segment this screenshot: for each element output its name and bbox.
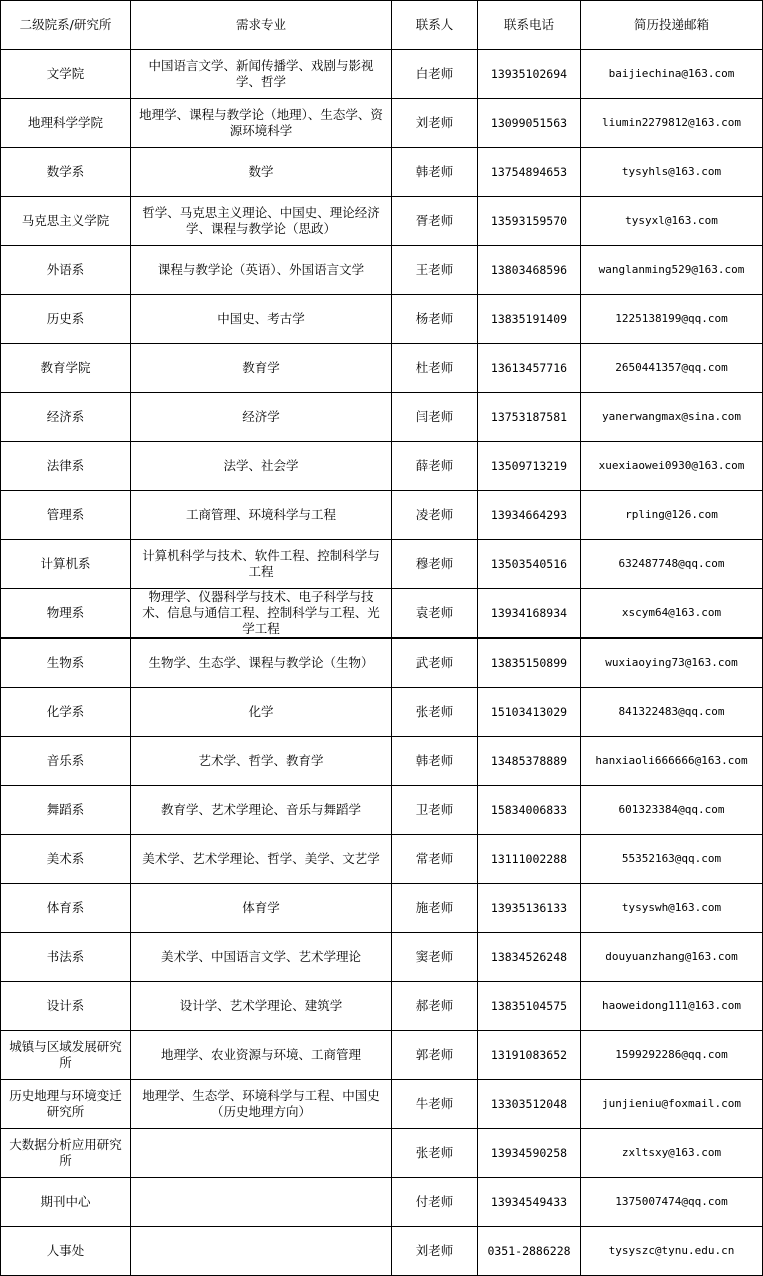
contact-cell: 韩老师 bbox=[392, 737, 478, 786]
phone-cell: 13935102694 bbox=[478, 50, 581, 99]
email-cell: 1375007474@qq.com bbox=[581, 1178, 763, 1227]
major-cell: 哲学、马克思主义理论、中国史、理论经济学、课程与教学论（思政） bbox=[131, 197, 392, 246]
contact-cell: 郭老师 bbox=[392, 1031, 478, 1080]
department-cell: 生物系 bbox=[1, 638, 131, 688]
major-cell: 课程与教学论（英语）、外国语言文学 bbox=[131, 246, 392, 295]
major-cell: 工商管理、环境科学与工程 bbox=[131, 491, 392, 540]
department-cell: 历史地理与环境变迁研究所 bbox=[1, 1080, 131, 1129]
contact-cell: 卫老师 bbox=[392, 786, 478, 835]
major-cell: 法学、社会学 bbox=[131, 442, 392, 491]
contact-cell: 韩老师 bbox=[392, 148, 478, 197]
department-cell: 人事处 bbox=[1, 1227, 131, 1276]
email-cell: douyuanzhang@163.com bbox=[581, 933, 763, 982]
department-cell: 物理系 bbox=[1, 589, 131, 639]
email-cell: tysyswh@163.com bbox=[581, 884, 763, 933]
email-cell: zxltsxy@163.com bbox=[581, 1129, 763, 1178]
contact-cell: 胥老师 bbox=[392, 197, 478, 246]
contact-cell: 白老师 bbox=[392, 50, 478, 99]
department-cell: 法律系 bbox=[1, 442, 131, 491]
table-row bbox=[1, 491, 763, 540]
table-row bbox=[1, 1031, 763, 1080]
table-row bbox=[1, 933, 763, 982]
contact-cell: 杜老师 bbox=[392, 344, 478, 393]
department-cell: 大数据分析应用研究所 bbox=[1, 1129, 131, 1178]
phone-cell: 13934664293 bbox=[478, 491, 581, 540]
department-cell: 经济系 bbox=[1, 393, 131, 442]
department-cell: 历史系 bbox=[1, 295, 131, 344]
table-row bbox=[1, 1080, 763, 1129]
phone-cell: 13485378889 bbox=[478, 737, 581, 786]
major-cell bbox=[131, 1129, 392, 1178]
department-cell: 设计系 bbox=[1, 982, 131, 1031]
phone-cell: 13803468596 bbox=[478, 246, 581, 295]
phone-cell: 13934549433 bbox=[478, 1178, 581, 1227]
header-email: 简历投递邮箱 bbox=[581, 1, 763, 50]
department-cell: 期刊中心 bbox=[1, 1178, 131, 1227]
email-cell: 55352163@qq.com bbox=[581, 835, 763, 884]
contact-cell: 穆老师 bbox=[392, 540, 478, 589]
phone-cell: 13834526248 bbox=[478, 933, 581, 982]
major-cell: 美术学、中国语言文学、艺术学理论 bbox=[131, 933, 392, 982]
phone-cell: 13835191409 bbox=[478, 295, 581, 344]
contact-cell: 常老师 bbox=[392, 835, 478, 884]
department-cell: 计算机系 bbox=[1, 540, 131, 589]
phone-cell: 13509713219 bbox=[478, 442, 581, 491]
email-cell: junjieniu@foxmail.com bbox=[581, 1080, 763, 1129]
email-cell: tysyszc@tynu.edu.cn bbox=[581, 1227, 763, 1276]
department-cell: 体育系 bbox=[1, 884, 131, 933]
table-row bbox=[1, 197, 763, 246]
table-row bbox=[1, 884, 763, 933]
major-cell: 教育学、艺术学理论、音乐与舞蹈学 bbox=[131, 786, 392, 835]
department-cell: 管理系 bbox=[1, 491, 131, 540]
email-cell: 601323384@qq.com bbox=[581, 786, 763, 835]
table-row bbox=[1, 737, 763, 786]
table-row bbox=[1, 393, 763, 442]
phone-cell: 13835150899 bbox=[478, 638, 581, 688]
table-row bbox=[1, 442, 763, 491]
phone-cell: 13303512048 bbox=[478, 1080, 581, 1129]
phone-cell: 13111002288 bbox=[478, 835, 581, 884]
table-row bbox=[1, 835, 763, 884]
department-cell: 数学系 bbox=[1, 148, 131, 197]
phone-cell: 13754894653 bbox=[478, 148, 581, 197]
email-cell: 1225138199@qq.com bbox=[581, 295, 763, 344]
major-cell: 计算机科学与技术、软件工程、控制科学与工程 bbox=[131, 540, 392, 589]
table-row bbox=[1, 344, 763, 393]
phone-cell: 15103413029 bbox=[478, 688, 581, 737]
table-row bbox=[1, 1129, 763, 1178]
department-cell: 地理科学学院 bbox=[1, 99, 131, 148]
major-cell: 物理学、仪器科学与技术、电子科学与技术、信息与通信工程、控制科学与工程、光学工程 bbox=[131, 589, 392, 639]
major-cell bbox=[131, 1178, 392, 1227]
department-cell: 化学系 bbox=[1, 688, 131, 737]
contact-cell: 施老师 bbox=[392, 884, 478, 933]
header-major: 需求专业 bbox=[131, 1, 392, 50]
table-row bbox=[1, 50, 763, 99]
major-cell bbox=[131, 1227, 392, 1276]
department-cell: 外语系 bbox=[1, 246, 131, 295]
major-cell: 体育学 bbox=[131, 884, 392, 933]
table-header-row bbox=[1, 1, 763, 50]
department-cell: 教育学院 bbox=[1, 344, 131, 393]
major-cell: 生物学、生态学、课程与教学论（生物） bbox=[131, 638, 392, 688]
email-cell: tysyhls@163.com bbox=[581, 148, 763, 197]
email-cell: yanerwangmax@sina.com bbox=[581, 393, 763, 442]
email-cell: 841322483@qq.com bbox=[581, 688, 763, 737]
table-row bbox=[1, 1178, 763, 1227]
table-row bbox=[1, 589, 763, 639]
email-cell: tysyxl@163.com bbox=[581, 197, 763, 246]
contact-cell: 薛老师 bbox=[392, 442, 478, 491]
contact-cell: 王老师 bbox=[392, 246, 478, 295]
table-row bbox=[1, 638, 763, 688]
table-body bbox=[1, 50, 763, 1276]
phone-cell: 13753187581 bbox=[478, 393, 581, 442]
phone-cell: 13935136133 bbox=[478, 884, 581, 933]
email-cell: baijiechina@163.com bbox=[581, 50, 763, 99]
department-cell: 音乐系 bbox=[1, 737, 131, 786]
header-department: 二级院系/研究所 bbox=[1, 1, 131, 50]
department-cell: 书法系 bbox=[1, 933, 131, 982]
table-row bbox=[1, 99, 763, 148]
phone-cell: 13835104575 bbox=[478, 982, 581, 1031]
major-cell: 地理学、农业资源与环境、工商管理 bbox=[131, 1031, 392, 1080]
email-cell: xscym64@163.com bbox=[581, 589, 763, 639]
contact-cell: 凌老师 bbox=[392, 491, 478, 540]
email-cell: hanxiaoli666666@163.com bbox=[581, 737, 763, 786]
table-row bbox=[1, 540, 763, 589]
email-cell: xuexiaowei0930@163.com bbox=[581, 442, 763, 491]
contact-cell: 闫老师 bbox=[392, 393, 478, 442]
phone-cell: 13934168934 bbox=[478, 589, 581, 639]
contact-cell: 郝老师 bbox=[392, 982, 478, 1031]
contact-cell: 武老师 bbox=[392, 638, 478, 688]
major-cell: 美术学、艺术学理论、哲学、美学、文艺学 bbox=[131, 835, 392, 884]
email-cell: 1599292286@qq.com bbox=[581, 1031, 763, 1080]
major-cell: 地理学、课程与教学论（地理）、生态学、资源环境科学 bbox=[131, 99, 392, 148]
header-phone: 联系电话 bbox=[478, 1, 581, 50]
contact-cell: 窦老师 bbox=[392, 933, 478, 982]
contact-cell: 杨老师 bbox=[392, 295, 478, 344]
major-cell: 设计学、艺术学理论、建筑学 bbox=[131, 982, 392, 1031]
major-cell: 教育学 bbox=[131, 344, 392, 393]
department-cell: 城镇与区域发展研究所 bbox=[1, 1031, 131, 1080]
phone-cell: 13934590258 bbox=[478, 1129, 581, 1178]
email-cell: 632487748@qq.com bbox=[581, 540, 763, 589]
contact-cell: 张老师 bbox=[392, 1129, 478, 1178]
contact-cell: 刘老师 bbox=[392, 99, 478, 148]
table-row bbox=[1, 148, 763, 197]
phone-cell: 13099051563 bbox=[478, 99, 581, 148]
major-cell: 地理学、生态学、环境科学与工程、中国史（历史地理方向） bbox=[131, 1080, 392, 1129]
department-cell: 舞蹈系 bbox=[1, 786, 131, 835]
table-row bbox=[1, 786, 763, 835]
table-row bbox=[1, 982, 763, 1031]
phone-cell: 13503540516 bbox=[478, 540, 581, 589]
header-contact: 联系人 bbox=[392, 1, 478, 50]
contact-cell: 袁老师 bbox=[392, 589, 478, 639]
email-cell: rpling@126.com bbox=[581, 491, 763, 540]
major-cell: 经济学 bbox=[131, 393, 392, 442]
major-cell: 艺术学、哲学、教育学 bbox=[131, 737, 392, 786]
major-cell: 中国史、考古学 bbox=[131, 295, 392, 344]
email-cell: 2650441357@qq.com bbox=[581, 344, 763, 393]
table-row bbox=[1, 295, 763, 344]
email-cell: haoweidong111@163.com bbox=[581, 982, 763, 1031]
phone-cell: 13613457716 bbox=[478, 344, 581, 393]
contact-cell: 刘老师 bbox=[392, 1227, 478, 1276]
major-cell: 数学 bbox=[131, 148, 392, 197]
contact-cell: 付老师 bbox=[392, 1178, 478, 1227]
department-cell: 文学院 bbox=[1, 50, 131, 99]
phone-cell: 13191083652 bbox=[478, 1031, 581, 1080]
contact-cell: 牛老师 bbox=[392, 1080, 478, 1129]
table-row bbox=[1, 246, 763, 295]
phone-cell: 0351-2886228 bbox=[478, 1227, 581, 1276]
department-cell: 马克思主义学院 bbox=[1, 197, 131, 246]
email-cell: liumin2279812@163.com bbox=[581, 99, 763, 148]
email-cell: wuxiaoying73@163.com bbox=[581, 638, 763, 688]
department-cell: 美术系 bbox=[1, 835, 131, 884]
email-cell: wanglanming529@163.com bbox=[581, 246, 763, 295]
major-cell: 中国语言文学、新闻传播学、戏剧与影视学、哲学 bbox=[131, 50, 392, 99]
major-cell: 化学 bbox=[131, 688, 392, 737]
table-row bbox=[1, 1227, 763, 1276]
phone-cell: 15834006833 bbox=[478, 786, 581, 835]
table-row bbox=[1, 688, 763, 737]
contact-cell: 张老师 bbox=[392, 688, 478, 737]
phone-cell: 13593159570 bbox=[478, 197, 581, 246]
